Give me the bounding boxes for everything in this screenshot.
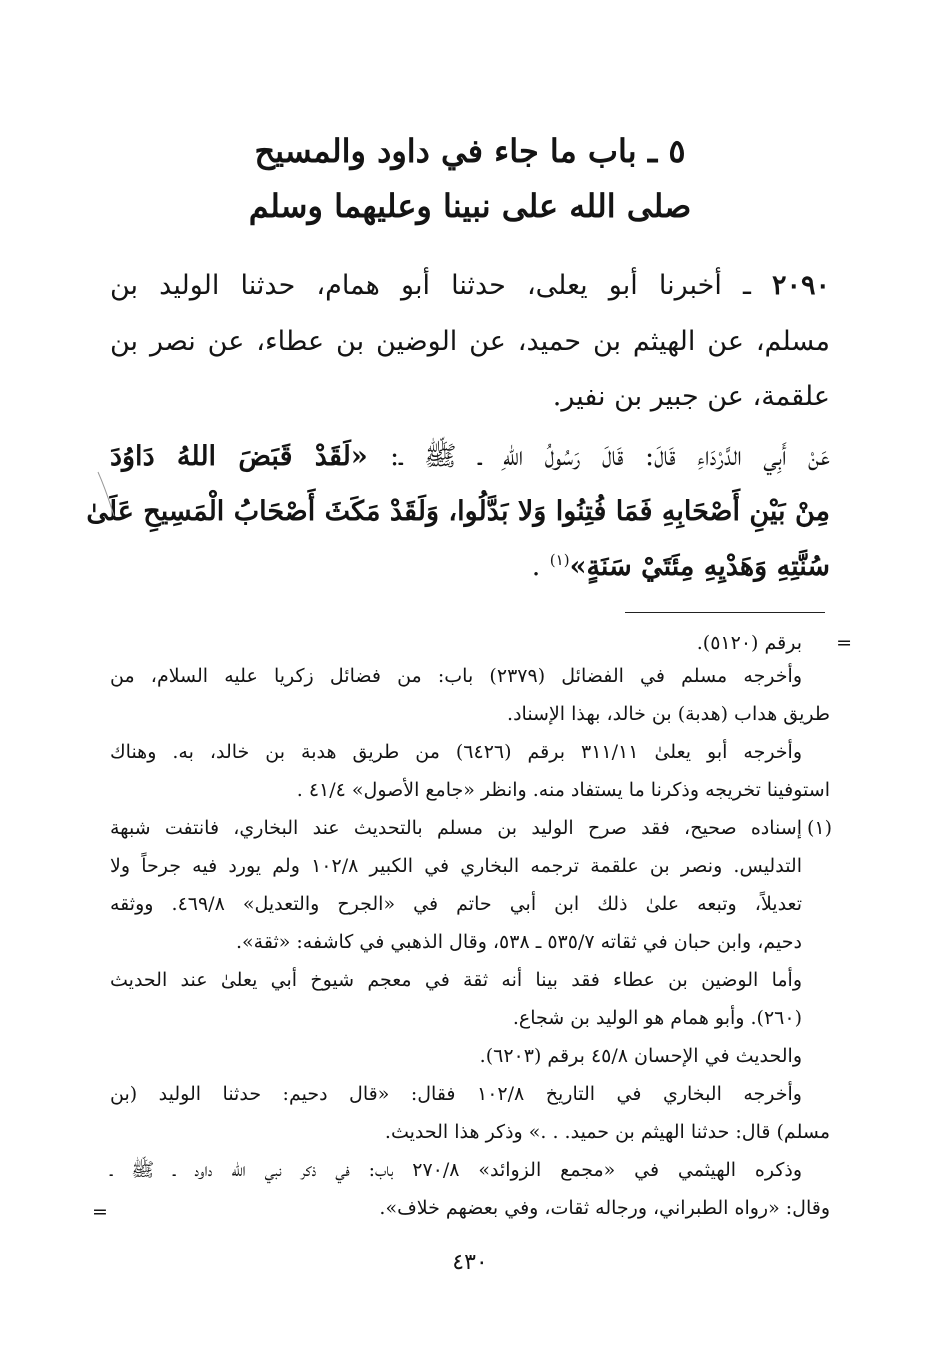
footnote-line: استوفينا تخريجه وذكرنا ما يستفاد منه. وانظر «جامع الأصول» ٤١/٤ . xyxy=(296,779,830,801)
footnote-line: وأخرجه البخاري في التاريخ ١٠٢/٨ فقال: «قال دحيم: حدثنا الوليد (بن xyxy=(110,1083,802,1105)
page-edge-mark xyxy=(96,470,116,520)
footnote-line: إسناده صحيح، فقد صرح الوليد بن مسلم بالتحديث عند البخاري، فانتفت شبهة xyxy=(110,817,802,839)
matn-text-1: «لَقَدْ قَبَضَ اللهُ دَاوُدَ xyxy=(110,441,368,472)
matn-end-mark: . xyxy=(531,551,541,582)
matn-line-2: مِنْ بَيْنِ أَصْحَابِهِ فَمَا فُتِنُوا وَلا بَدَّلُوا، وَلَقَدْ مَكَثَ أَصْحَابُ الْمَسِيحِ عَلَىٰ xyxy=(86,496,830,527)
chapter-title-line-1: ٥ ـ باب ما جاء في داود والمسيح xyxy=(254,132,686,170)
footnote-reference: (١) xyxy=(549,551,570,569)
footnote-line: وأخرجه مسلم في الفضائل (٢٣٧٩) باب: من فضائل زكريا عليه السلام، من xyxy=(110,665,802,687)
isnad-line-2: مسلم، عن الهيثم بن حميد، عن الوضين بن عطاء، عن نصر بن xyxy=(110,326,830,357)
footnote-line: وأما الوضين بن عطاء فقد بينا أنه ثقة في معجم شيوخ أبي يعلىٰ عند الحديث xyxy=(110,969,802,991)
footnote-separator xyxy=(625,612,825,613)
footnote-line: وقال: «رواه الطبراني، ورجاله ثقات، وفي بعضهم خلاف». xyxy=(379,1197,830,1219)
page-number: ٤٣٠ xyxy=(452,1250,488,1275)
footnote-continuation: برقم (٥١٢٠). xyxy=(696,632,802,654)
matn-line-1 xyxy=(110,443,830,470)
isnad-line-3: علقمة، عن جبير بن نفير. xyxy=(552,381,830,412)
matn-line-3 xyxy=(110,553,830,580)
chapter-title-line-2: صلى الله على نبينا وعليهما وسلم xyxy=(248,187,692,225)
matn-text-3: سُنَّتِهِ وَهَدْيِهِ مِئَتَيْ سَنَةٍ» xyxy=(569,551,830,582)
footnote-line: (٢٦٠). وأبو همام هو الوليد بن شجاع. xyxy=(512,1007,802,1029)
footnote-1-marker: (١) xyxy=(806,817,832,839)
footnote-line: والحديث في الإحسان ٤٥/٨ برقم (٦٢٠٣). xyxy=(479,1045,802,1067)
isnad-line-1 xyxy=(110,272,830,299)
continuation-marker: = xyxy=(836,632,852,654)
hadith-number: ٢٠٩٠ xyxy=(771,270,830,301)
matn-narrator: عَنْ أَبِي الدَّرْدَاءِ قَالَ: قَالَ رَسُولُ اللهِ ـ ﷺ ـ: xyxy=(390,441,830,472)
footnote-line: مسلم) قال: حدثنا الهيثم بن حميد. . .» وذكر هذا الحديث. xyxy=(384,1121,830,1143)
isnad-text-1: ـ أخبرنا أبو يعلى، حدثنا أبو همام، حدثنا الوليد بن xyxy=(110,270,751,301)
footnote-line: التدليس. ونصر بن علقمة ترجمه البخاري في الكبير ١٠٢/٨ ولم يورد فيه جرحاً ولا xyxy=(110,855,802,877)
footnote-line: تعديلاً، وتبعه علىٰ ذلك ابن أبي حاتم في «الجرح والتعديل» ٤٦٩/٨. ووثقه xyxy=(110,893,802,915)
footnote-line: وأخرجه أبو يعلىٰ ٣١١/١١ برقم (٦٤٢٦) من طريق هدبة بن خالد، به. وهناك xyxy=(110,741,803,763)
footnote-line: دحيم، وابن حبان في ثقاته ٥٣٥/٧ ـ ٥٣٨، وقال الذهبي في كاشفه: «ثقة». xyxy=(235,931,802,953)
footnote-line: وذكره الهيثمي في «مجمع الزوائد» ٢٧٠/٨ باب: في ذكر نبي الله داود ـ ﷺ ـ xyxy=(110,1159,803,1181)
continuation-end-marker: = xyxy=(92,1201,108,1223)
footnote-line: طريق هداب (هدبة) بن خالد، بهذا الإسناد. xyxy=(507,703,830,725)
